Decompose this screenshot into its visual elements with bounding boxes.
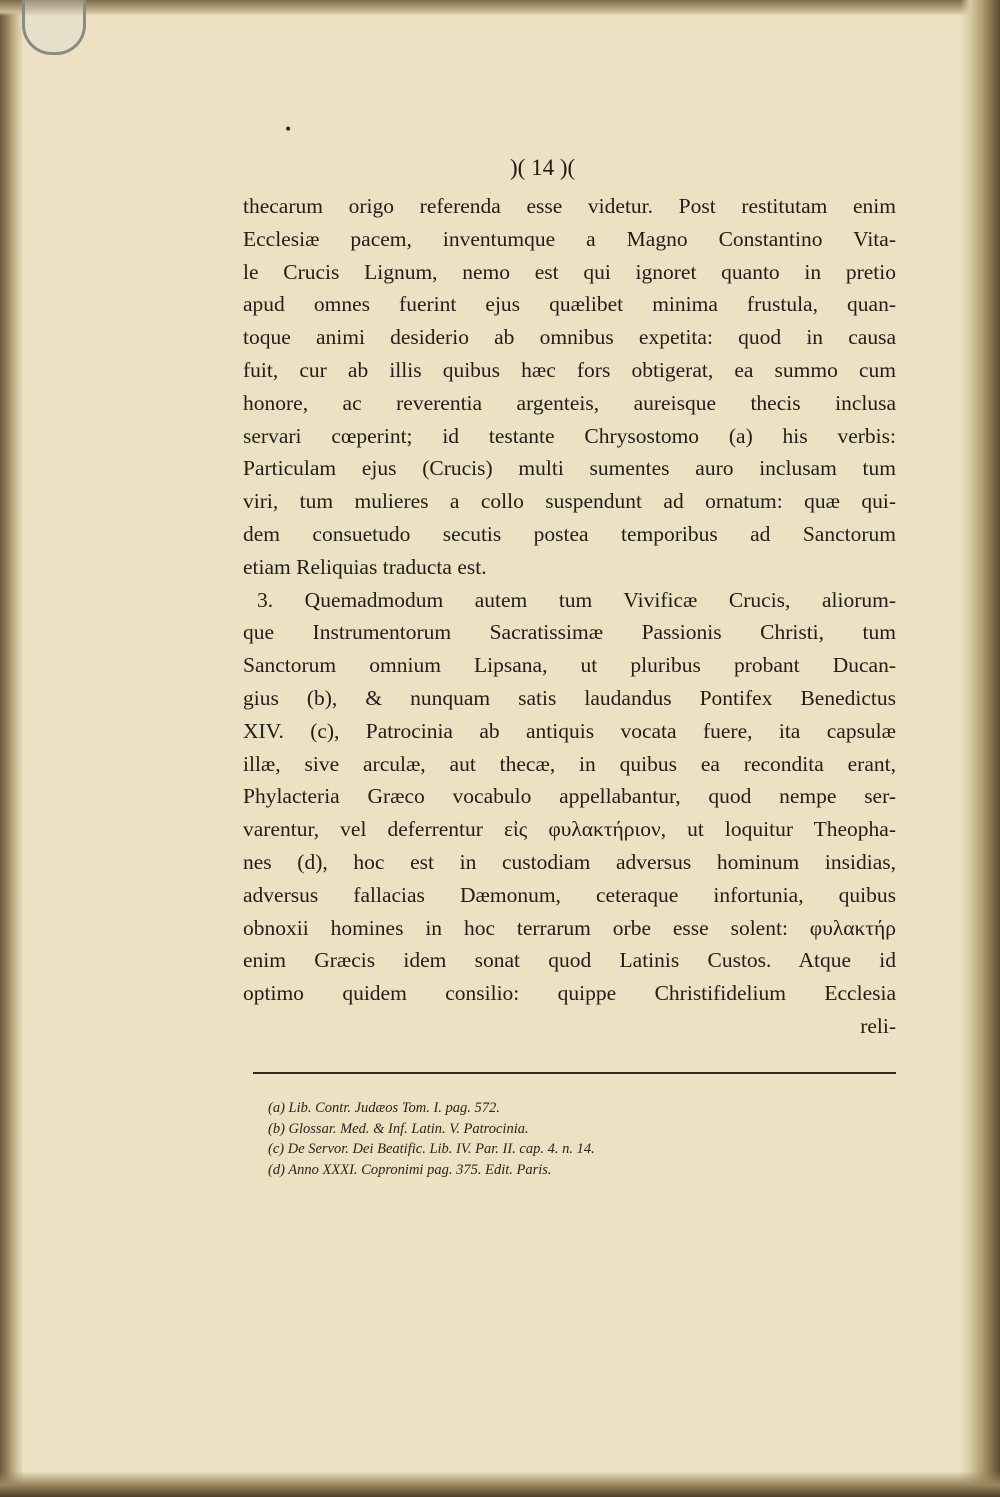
text-line: adversus fallacias Dæmonum, ceteraque infortunia, quibus <box>243 882 896 907</box>
text-line: le Crucis Lignum, nemo est qui ignoret quanto in pretio <box>243 259 896 284</box>
footnote: (a) Lib. Contr. Judæos Tom. I. pag. 572. <box>268 1100 500 1116</box>
footnote-rule <box>253 1072 896 1074</box>
text-line: toque animi desiderio ab omnibus expetita: quod in causa <box>243 325 896 350</box>
body-text <box>243 190 896 1043</box>
text-line: 3. Quemadmodum autem tum Vivificæ Crucis, aliorum- <box>257 587 896 612</box>
text-line: Particulam ejus (Crucis) multi sumentes auro inclusam tum <box>243 456 896 481</box>
page-top-edge <box>0 0 1000 16</box>
text-line: gius (b), & nunquam satis laudandus Pontifex Benedictus <box>243 685 896 710</box>
text-line: thecarum origo referenda esse videtur. Post restitutam enim <box>243 194 896 218</box>
text-line: obnoxii homines in hoc terrarum orbe esse solent: φυλακτήρ <box>243 915 896 940</box>
text-line: Phylacteria Græco vocabulo appellabantur, quod nempe ser- <box>243 784 896 809</box>
text-line: illæ, sive arculæ, aut thecæ, in quibus ea recondita erant, <box>243 751 896 776</box>
text-line: fuit, cur ab illis quibus hæc fors obtigerat, ea summo cum <box>243 357 896 382</box>
text-line: viri, tum mulieres a collo suspendunt ad ornatum: quæ qui- <box>243 489 896 514</box>
text-line: que Instrumentorum Sacratissimæ Passionis Christi, tum <box>243 620 896 645</box>
text-line: honore, ac reverentia argenteis, aureisque thecis inclusa <box>243 390 896 415</box>
page-number: )( 14 )( <box>510 155 576 180</box>
page-bottom-edge <box>0 1471 1000 1497</box>
footnote: (b) Glossar. Med. & Inf. Latin. V. Patrocinia. <box>268 1120 529 1137</box>
catchword: reli- <box>860 1013 896 1038</box>
text-line: servari cœperint; id testante Chrysostomo (a) his verbis: <box>243 423 896 448</box>
footnotes <box>268 1098 868 1180</box>
text-line: enim Græcis idem sonat quod Latinis Custos. Atque id <box>243 948 896 973</box>
paper-clip-icon <box>22 0 86 55</box>
text-line: apud omnes fuerint ejus quælibet minima frustula, quan- <box>243 292 896 317</box>
text-line: Sanctorum omnium Lipsana, ut pluribus probant Ducan- <box>243 653 896 678</box>
text-line: dem consuetudo secutis postea temporibus ad Sanctorum <box>243 521 896 546</box>
text-line: XIV. (c), Patrocinia ab antiquis vocata fuere, ita capsulæ <box>243 718 896 743</box>
text-line: varentur, vel deferrentur εἰς φυλακτήριον, ut loquitur Theopha- <box>243 817 896 842</box>
page-right-edge <box>960 0 1000 1497</box>
text-line: Ecclesiæ pacem, inventumque a Magno Constantino Vita- <box>243 226 896 251</box>
text-line: nes (d), hoc est in custodiam adversus hominum insidias, <box>243 849 896 874</box>
book-binding <box>0 0 22 1497</box>
footnote: (d) Anno XXXI. Copronimi pag. 375. Edit. Paris. <box>268 1161 552 1178</box>
text-line: etiam Reliquias traducta est. <box>243 554 487 579</box>
footnote: (c) De Servor. Dei Beatific. Lib. IV. Par. II. cap. 4. n. 14. <box>268 1141 595 1157</box>
printer-mark: • <box>284 122 293 138</box>
text-line: optimo quidem consilio: quippe Christifidelium Ecclesia <box>243 981 896 1006</box>
